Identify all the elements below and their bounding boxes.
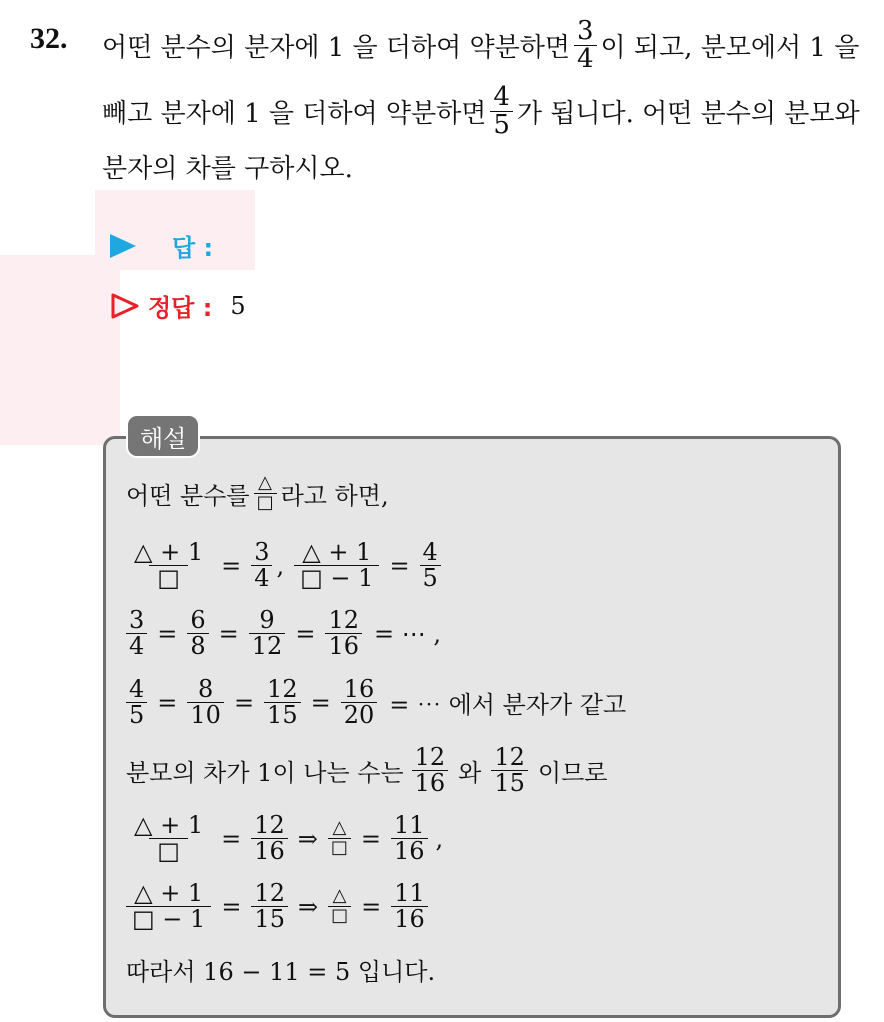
solution-line-8: 따라서 16 − 11 = 5 입니다. <box>126 958 436 986</box>
question-text: 어떤 분수의 분자에 1 을 더하여 약분하면 <box>102 33 570 64</box>
question-text: 가 됩니다. 어떤 분수의 분모와 <box>516 99 860 130</box>
question-text: 이 되고, 분모에서 1 을 <box>600 33 860 64</box>
fraction: $\frac{12}{15}$ <box>491 745 528 796</box>
fraction: $\frac{4}{5}$ <box>126 677 147 728</box>
fraction: $\frac{12}{16}$ <box>251 813 288 864</box>
question-number: 32. <box>30 22 68 55</box>
solution-line-5: 분모의 차가 1이 나는 수는 $\frac{12}{16}$ 와 $\frac{12}{15}$ 이므로 <box>126 743 608 798</box>
answer-row <box>110 228 213 263</box>
correct-answer-row <box>110 288 246 323</box>
fraction: $\frac{16}{20}$ <box>341 677 378 728</box>
correct-arrow-icon <box>110 292 140 320</box>
fraction: $\frac{12}{15}$ <box>251 881 288 932</box>
correct-answer-value: 5 <box>230 291 246 320</box>
question-text: 빼고 분자에 1 을 더하여 약분하면 <box>102 99 487 130</box>
correct-answer-label: 정답 : <box>148 294 213 322</box>
fraction-triangle-over-square: $\frac{\triangle}{□}$ <box>254 474 277 513</box>
solution-line-1: 어떤 분수를 $\frac{\triangle}{□}$ 라고 하면, <box>126 472 389 513</box>
fraction: $\frac{\triangle + 1}{□ - 1}$ <box>294 540 379 591</box>
fraction: $\frac{11}{16}$ <box>391 813 428 864</box>
fraction-three-fourths: $\frac{3}{4}$ <box>574 18 597 74</box>
fraction: $\frac{\triangle + 1}{□}$ <box>134 811 204 866</box>
background-artifact <box>60 325 105 385</box>
fraction: $\frac{9}{12}$ <box>249 608 286 659</box>
solution-line-7: $\frac{\triangle + 1}{□ - 1}$ = $\frac{12}{15}$ ⇒ $\frac{\triangle}{□}$ = $\frac{11}{16}$ <box>126 881 432 932</box>
solution-line-2: $\frac{\triangle + 1}{□}$ = $\frac{3}{4}$ , $\frac{\triangle + 1}{□ - 1}$ = $\frac{4}{5}$ <box>126 540 445 591</box>
solution-line-4: $\frac{4}{5}$ = $\frac{8}{10}$ = $\frac{12}{15}$ = $\frac{16}{20}$ = ⋯ 에서 분자가 같고 <box>126 677 626 728</box>
fraction: $\frac{\triangle + 1}{□ - 1}$ <box>126 881 211 932</box>
question-text: 분자의 차를 구하시오. <box>102 154 353 184</box>
question-line-2 <box>102 84 860 140</box>
implies-arrow: ⇒ <box>297 892 319 921</box>
question-line-1 <box>102 18 859 74</box>
fraction: $\frac{4}{5}$ <box>420 540 441 591</box>
fraction: $\frac{\triangle + 1}{□}$ <box>134 538 204 593</box>
implies-arrow: ⇒ <box>297 824 318 853</box>
answer-label: 답 : <box>172 234 214 262</box>
fraction: $\frac{\triangle}{□}$ <box>328 887 351 926</box>
solution-line-6: $\frac{\triangle + 1}{□}$ = $\frac{12}{16}$ ⇒ $\frac{\triangle}{□}$ = $\frac{11}{16}$ , <box>126 813 443 864</box>
fraction: $\frac{8}{10}$ <box>187 677 224 728</box>
fraction: $\frac{12}{16}$ <box>325 608 362 659</box>
solution-line-3: $\frac{3}{4}$ = $\frac{6}{8}$ = $\frac{9}{12}$ = $\frac{12}{16}$ = ⋯ , <box>126 608 441 659</box>
answer-arrow-icon <box>110 234 136 258</box>
fraction: $\frac{3}{4}$ <box>126 608 147 659</box>
fraction: $\frac{12}{15}$ <box>264 677 301 728</box>
fraction: $\frac{\triangle}{□}$ <box>328 819 351 858</box>
fraction: $\frac{11}{16}$ <box>391 881 428 932</box>
fraction-four-fifths: $\frac{4}{5}$ <box>490 84 513 140</box>
solution-tag: 해설 <box>128 416 198 456</box>
fraction: $\frac{3}{4}$ <box>251 540 272 591</box>
question-line-3 <box>102 148 353 185</box>
fraction: $\frac{12}{16}$ <box>412 745 449 796</box>
fraction: $\frac{6}{8}$ <box>187 608 208 659</box>
